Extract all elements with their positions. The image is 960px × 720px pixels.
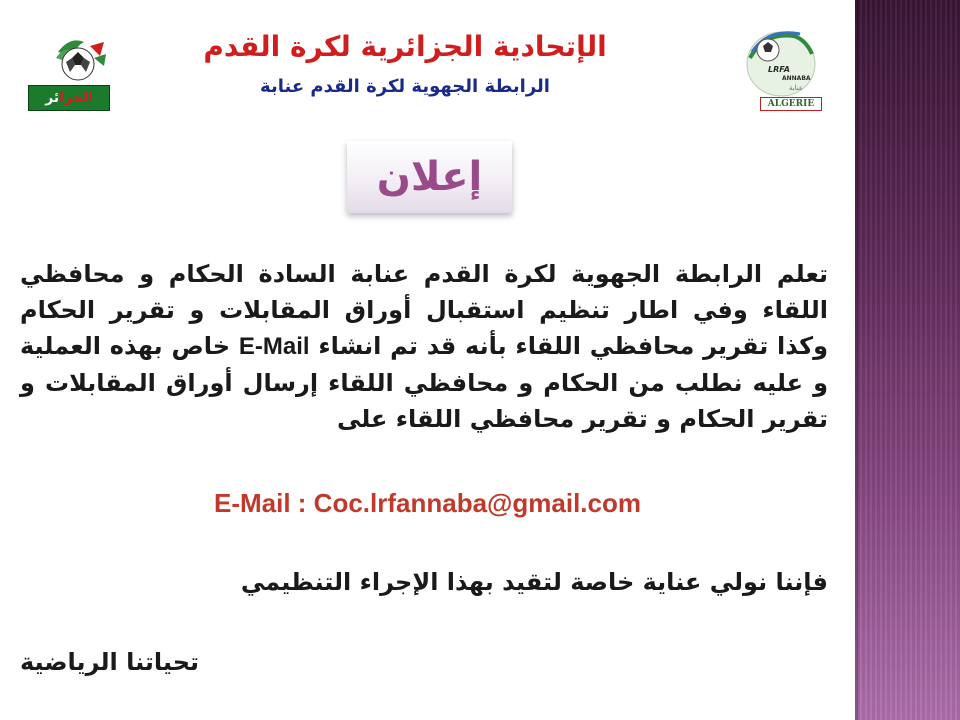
sign-off: تحياتنا الرياضية bbox=[20, 648, 200, 676]
decorative-side-band bbox=[855, 0, 960, 720]
announcement-body bbox=[20, 256, 828, 437]
body-text-part2: خاص بهذه العملية و عليه نطلب من الحكام و محافظي اللقاء إرسال أوراق المقابلات و تقرير الحكام و تقرير محافظي اللقاء على bbox=[20, 332, 828, 433]
announcement-title: إعلان bbox=[376, 154, 483, 200]
league-subtitle: الرابطة الجهوية لكرة القدم عنابة bbox=[260, 76, 550, 97]
lrfa-annaba-emblem-icon bbox=[744, 28, 818, 98]
announcement-title-box bbox=[347, 141, 512, 213]
email-address: E-Mail : Coc.lrfannaba@gmail.com bbox=[214, 488, 641, 518]
algerie-badge: ALGERIE bbox=[760, 97, 822, 111]
federation-title: الإتحادية الجزائرية لكرة القدم bbox=[203, 30, 607, 63]
body-text-part1: تعلم الرابطة الجهوية لكرة القدم عنابة السادة الحكام و محافظي اللقاء وفي اطار تنظيم استقبال أوراق المقابلات و تقرير الحكام وكذا تقرير محافظي اللقاء بأنه قد تم انشاء bbox=[20, 260, 829, 360]
lrfa-logo-arabic: عنابة bbox=[788, 84, 804, 92]
body-email-word: E-Mail bbox=[238, 333, 310, 360]
closing-statement: فإننا نولي عناية خاصة لتقيد بهذا الإجراء التنظيمي bbox=[240, 568, 828, 596]
lrfa-logo-text: LRFA bbox=[768, 65, 790, 74]
faf-emblem-icon bbox=[54, 32, 108, 84]
lrfa-logo-city: ANNABA bbox=[782, 75, 811, 82]
algeria-badge bbox=[28, 85, 110, 111]
algeria-badge-white-text: ئر bbox=[45, 90, 60, 106]
algeria-badge-red-text: الجزا bbox=[59, 90, 93, 106]
